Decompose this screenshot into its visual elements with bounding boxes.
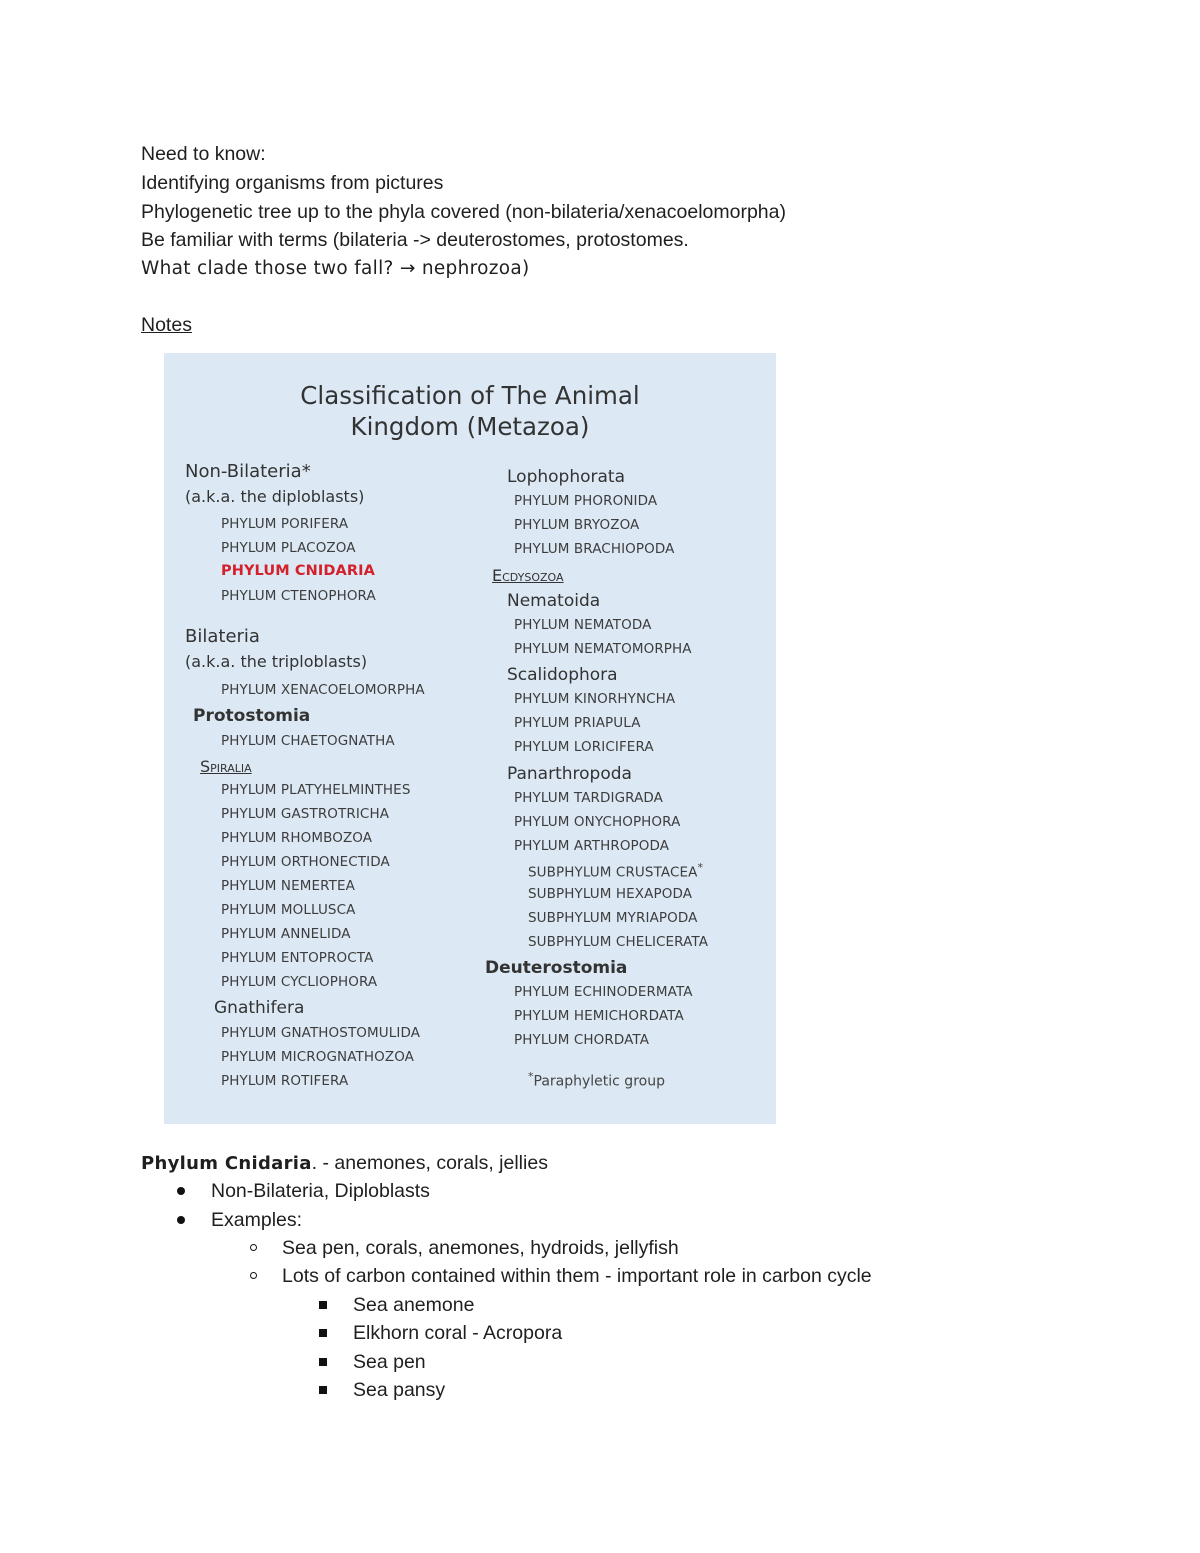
bullet-examples: Examples:	[211, 1209, 303, 1231]
protostomia-heading: Protostomia	[193, 706, 311, 726]
phylum-platyhelminthes: PHYLUM PLATYHELMINTHES	[221, 782, 411, 798]
sub-bullet-carbon: Lots of carbon contained within them - important role in carbon cycle	[282, 1265, 872, 1287]
phylum-brachiopoda: PHYLUM BRACHIOPODA	[514, 541, 675, 557]
clade-line: What clade those two fall? → nephrozoa)	[141, 258, 530, 279]
phylum-hemichordata: PHYLUM HEMICHORDATA	[514, 1008, 684, 1024]
phylum-xenacoelomorpha: PHYLUM XENACOELOMORPHA	[221, 682, 425, 698]
square-bullet	[319, 1301, 327, 1309]
phylum-echinodermata: PHYLUM ECHINODERMATA	[514, 984, 693, 1000]
item-sea-pen: Sea pen	[353, 1351, 426, 1373]
phylum-phoronida: PHYLUM PHORONIDA	[514, 493, 658, 509]
item-elkhorn-coral: Elkhorn coral - Acropora	[353, 1322, 563, 1344]
triploblasts-note: (a.k.a. the triploblasts)	[185, 652, 368, 671]
phylum-porifera: PHYLUM PORIFERA	[221, 516, 349, 532]
terms-line: Be familiar with terms (bilateria -> deuterostomes, protostomes.	[141, 229, 689, 251]
paraphyletic-footnote: *Paraphyletic group	[528, 1070, 665, 1090]
phylum-cnidaria: PHYLUM CNIDARIA	[221, 563, 375, 579]
phylum-nemertea: PHYLUM NEMERTEA	[221, 878, 355, 894]
phylum-loricifera: PHYLUM LORICIFERA	[514, 739, 654, 755]
phylum-mollusca: PHYLUM MOLLUSCA	[221, 902, 356, 918]
phylum-gastrotricha: PHYLUM GASTROTRICHA	[221, 806, 390, 822]
figure-title-line1: Classification of The Animal	[300, 381, 640, 410]
phylum-cycliophora: PHYLUM CYCLIOPHORA	[221, 974, 378, 990]
subphylum-hexapoda: SUBPHYLUM HEXAPODA	[528, 886, 693, 902]
phylogenetic-line: Phylogenetic tree up to the phyla covered (non-bilateria/xenacoelomorpha)	[141, 201, 786, 223]
phylum-priapula: PHYLUM PRIAPULA	[514, 715, 641, 731]
deuterostomia-heading: Deuterostomia	[485, 958, 628, 978]
phylum-nematoda: PHYLUM NEMATODA	[514, 617, 652, 633]
bullet-non-bilateria: Non-Bilateria, Diploblasts	[211, 1180, 430, 1202]
panarthropoda-heading: Panarthropoda	[507, 764, 632, 784]
gnathifera-heading: Gnathifera	[214, 998, 305, 1018]
phylum-rhombozoa: PHYLUM RHOMBOZOA	[221, 830, 373, 846]
phylum-annelida: PHYLUM ANNELIDA	[221, 926, 351, 942]
spiralia-heading: Spiralia	[200, 757, 252, 776]
phylum-bryozoa: PHYLUM BRYOZOA	[514, 517, 640, 533]
subphylum-myriapoda: SUBPHYLUM MYRIAPODA	[528, 910, 698, 926]
phylum-entoprocta: PHYLUM ENTOPROCTA	[221, 950, 374, 966]
nematoida-heading: Nematoida	[507, 591, 601, 611]
non-bilateria-heading: Non-Bilateria*	[185, 461, 311, 482]
ecdysozoa-heading: Ecdysozoa	[492, 566, 564, 585]
phylum-micrognathozoa: PHYLUM MICROGNATHOZOA	[221, 1049, 415, 1065]
notes-heading: Notes	[141, 314, 192, 336]
item-sea-anemone: Sea anemone	[353, 1294, 475, 1316]
sub-bullet-ring	[250, 1272, 257, 1279]
square-bullet	[319, 1358, 327, 1366]
square-bullet	[319, 1386, 327, 1394]
square-bullet	[319, 1329, 327, 1337]
diploblasts-note: (a.k.a. the diploblasts)	[185, 487, 365, 506]
subphylum-crustacea: SUBPHYLUM CRUSTACEA*	[528, 861, 704, 881]
bilateria-heading: Bilateria	[185, 626, 260, 647]
subphylum-chelicerata: SUBPHYLUM CHELICERATA	[528, 934, 709, 950]
phylum-arthropoda: PHYLUM ARTHROPODA	[514, 838, 670, 854]
need-to-know-line: Need to know:	[141, 143, 266, 165]
lophophorata-heading: Lophophorata	[507, 467, 625, 487]
scalidophora-heading: Scalidophora	[507, 665, 618, 685]
sub-bullet-examples-list: Sea pen, corals, anemones, hydroids, jellyfish	[282, 1237, 679, 1259]
phylum-chordata: PHYLUM CHORDATA	[514, 1032, 650, 1048]
phylum-tardigrada: PHYLUM TARDIGRADA	[514, 790, 664, 806]
sub-bullet-ring	[250, 1244, 257, 1251]
phylum-gnathostomulida: PHYLUM GNATHOSTOMULIDA	[221, 1025, 421, 1041]
phylum-onychophora: PHYLUM ONYCHOPHORA	[514, 814, 681, 830]
phylum-chaetognatha: PHYLUM CHAETOGNATHA	[221, 733, 395, 749]
phylum-kinorhyncha: PHYLUM KINORHYNCHA	[514, 691, 676, 707]
identifying-line: Identifying organisms from pictures	[141, 172, 444, 194]
phylum-orthonectida: PHYLUM ORTHONECTIDA	[221, 854, 390, 870]
phylum-rotifera: PHYLUM ROTIFERA	[221, 1073, 349, 1089]
bullet-dot	[177, 1187, 185, 1195]
bullet-dot	[177, 1216, 185, 1224]
classification-figure	[164, 353, 776, 1124]
phylum-placozoa: PHYLUM PLACOZOA	[221, 540, 356, 556]
item-sea-pansy: Sea pansy	[353, 1379, 446, 1401]
phylum-nematomorpha: PHYLUM NEMATOMORPHA	[514, 641, 692, 657]
figure-title-line2: Kingdom (Metazoa)	[350, 412, 590, 441]
phylum-ctenophora: PHYLUM CTENOPHORA	[221, 588, 376, 604]
cnidaria-heading: Phylum Cnidaria. - anemones, corals, jellies	[141, 1152, 548, 1174]
